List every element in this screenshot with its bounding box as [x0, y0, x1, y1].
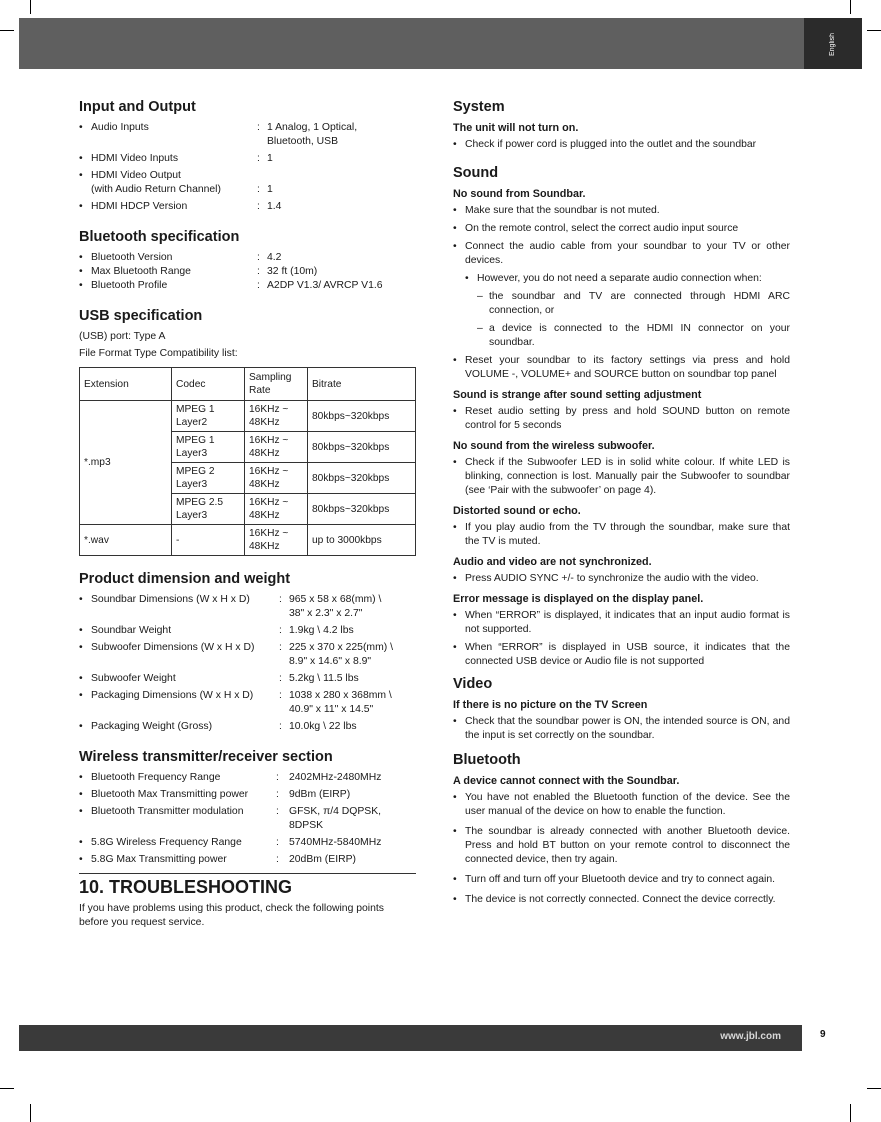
spec-row: • 5.8G Wireless Frequency Range : 5740MHz-5840MHz [79, 837, 382, 848]
list-item: • On the remote control, select the correct audio input source [453, 223, 739, 234]
question-heading: The unit will not turn on. [453, 122, 579, 134]
footer-bar [19, 1025, 802, 1051]
crop-mark [867, 1088, 881, 1089]
question-heading: A device cannot connect with the Soundbar. [453, 775, 680, 787]
table-row [80, 525, 416, 556]
section-title: Wireless transmitter/receiver section [79, 749, 333, 765]
table-cell: *.mp3 [80, 401, 172, 525]
list-item: • You have not enabled the Bluetooth function of the device. See the user manual of the device on how to enable the function. [453, 792, 790, 817]
page-number: 9 [820, 1029, 826, 1040]
question-heading: Audio and video are not synchronized. [453, 556, 652, 568]
spec-row: • Bluetooth Version : 4.2 [79, 252, 282, 263]
list-item: • The device is not correctly connected. Connect the device correctly. [453, 894, 776, 905]
table-cell: 80kbps~320kbps [308, 463, 416, 494]
question-heading: Sound is strange after sound setting adjustment [453, 389, 702, 401]
input-output-section [79, 98, 416, 214]
list-item: • Turn off and turn off your Bluetooth device and try to connect again. [453, 874, 775, 885]
column-header: Extension [80, 368, 172, 401]
list-item: • When “ERROR” is displayed, it indicates that an input audio format is not supported. [453, 610, 790, 635]
table-cell: 16KHz ~ 48KHz [245, 525, 308, 556]
language-label: English [829, 33, 836, 57]
table-cell: 80kbps~320kbps [308, 494, 416, 525]
list-item: • Connect the audio cable from your soundbar to your TV or other devices. [453, 241, 790, 266]
crop-mark [30, 1104, 31, 1122]
left-column [79, 98, 416, 933]
section-title: Bluetooth [453, 752, 521, 768]
spec-row: • HDMI Video Output (with Audio Return Channel) : 1 [79, 170, 273, 195]
table-cell: *.wav [80, 525, 172, 556]
table-cell: up to 3000kbps [308, 525, 416, 556]
column-header: Codec [172, 368, 245, 401]
spec-row: • Bluetooth Transmitter modulation : GFSK, π/4 DQPSK, 8DPSK [79, 806, 382, 831]
table-cell: MPEG 2.5 Layer3 [172, 494, 245, 525]
header-bar [19, 18, 862, 69]
list-item: • Check that the soundbar power is ON, the intended source is ON, and the input is set correctly on the soundbar. [453, 716, 790, 741]
crop-mark [30, 0, 31, 14]
spec-row: • HDMI HDCP Version : 1.4 [79, 201, 282, 212]
product-dimension-section [79, 570, 416, 734]
usb-port-text: (USB) port: Type A [79, 331, 166, 342]
spec-row: • Bluetooth Frequency Range : 2402MHz-2480MHz [79, 772, 382, 783]
right-column [453, 98, 790, 913]
table-cell: 16KHz ~ 48KHz [245, 494, 308, 525]
question-heading: Error message is displayed on the display panel. [453, 593, 704, 605]
section-title: System [453, 99, 505, 115]
crop-mark [0, 1088, 14, 1089]
table-cell: 80kbps~320kbps [308, 432, 416, 463]
bluetooth-spec-section [79, 228, 416, 293]
spec-row: • Soundbar Dimensions (W x H x D) : 965 x 58 x 68(mm) \ 38" x 2.3" x 2.7" [79, 594, 382, 619]
list-item: • However, you do not need a separate audio connection when: [465, 273, 762, 284]
list-item: • If you play audio from the TV through the soundbar, make sure that the TV is muted. [453, 522, 790, 547]
list-item: – a device is connected to the HDMI IN connector on your soundbar. [477, 323, 790, 348]
table-cell: - [172, 525, 245, 556]
question-heading: No sound from Soundbar. [453, 188, 586, 200]
section-title: Input and Output [79, 99, 196, 115]
compat-text: File Format Type Compatibility list: [79, 348, 238, 359]
list-item: • Reset your soundbar to its factory settings via press and hold VOLUME -, VOLUME+ and SOURCE button on soundbar top panel [453, 355, 790, 380]
list-item: • The soundbar is already connected with another Bluetooth device. Press and hold BT button on your remote control to disconnect the connected device, then try again. [453, 826, 790, 865]
question-heading: If there is no picture on the TV Screen [453, 699, 648, 711]
table-cell: MPEG 2 Layer3 [172, 463, 245, 494]
list-item: • Check if the Subwoofer LED is in solid white colour. If white LED is blinking, connection is lost. Manually pair the Subwoofer to soundbar (see ‘Pair with the subwoofer’ on page 4). [453, 457, 790, 496]
section-title: Product dimension and weight [79, 571, 291, 587]
table-row [80, 401, 416, 432]
table-header-row [80, 368, 416, 401]
usb-spec-section [79, 307, 416, 556]
crop-mark [850, 0, 851, 14]
spec-row: • Packaging Dimensions (W x H x D) : 1038 x 280 x 368mm \ 40.9" x 11" x 14.5" [79, 690, 392, 715]
question-heading: Distorted sound or echo. [453, 505, 581, 517]
video-section [453, 675, 790, 743]
column-header: Bitrate [308, 368, 416, 401]
list-item: • Reset audio setting by press and hold SOUND button on remote control for 5 seconds [453, 406, 790, 431]
bluetooth-section [453, 751, 790, 907]
list-item: • Make sure that the soundbar is not muted. [453, 205, 660, 216]
spec-row: • HDMI Video Inputs : 1 [79, 153, 273, 164]
crop-mark [0, 30, 14, 31]
table-cell: 80kbps~320kbps [308, 401, 416, 432]
column-header: Sampling Rate [245, 368, 308, 401]
spec-row: • Packaging Weight (Gross) : 10.0kg \ 22 lbs [79, 721, 357, 732]
spec-row: • 5.8G Max Transmitting power : 20dBm (EIRP) [79, 854, 356, 865]
sound-section [453, 164, 790, 669]
spec-row: • Bluetooth Max Transmitting power : 9dBm (EIRP) [79, 789, 351, 800]
troubleshooting-title: 10. TROUBLESHOOTING [79, 877, 293, 897]
troubleshooting-intro: If you have problems using this product, check the following points before you request service. [79, 903, 384, 928]
list-item: • Check if power cord is plugged into the outlet and the soundbar [453, 139, 757, 150]
list-item: • Press AUDIO SYNC +/- to synchronize the audio with the video. [453, 573, 759, 584]
list-item: • When “ERROR” is displayed in USB source, it indicates that the connected USB device or Audio file is not supported [453, 642, 790, 667]
table-cell: 16KHz ~ 48KHz [245, 432, 308, 463]
spec-row: • Subwoofer Dimensions (W x H x D) : 225 x 370 x 225(mm) \ 8.9" x 14.6" x 8.9" [79, 642, 393, 667]
section-title: Video [453, 676, 493, 692]
table-cell: MPEG 1 Layer2 [172, 401, 245, 432]
spec-row: • Subwoofer Weight : 5.2kg \ 11.5 lbs [79, 673, 359, 684]
website-link[interactable]: www.jbl.com [720, 1031, 781, 1042]
spec-row: • Max Bluetooth Range : 32 ft (10m) [79, 266, 318, 277]
table-cell: 16KHz ~ 48KHz [245, 401, 308, 432]
section-title: Sound [453, 165, 499, 181]
table-cell: MPEG 1 Layer3 [172, 432, 245, 463]
format-table [79, 367, 416, 556]
section-title: Bluetooth specification [79, 229, 240, 245]
question-heading: No sound from the wireless subwoofer. [453, 440, 655, 452]
crop-mark [867, 30, 881, 31]
wireless-section [79, 748, 416, 867]
spec-row: • Audio Inputs : 1 Analog, 1 Optical, Bluetooth, USB [79, 122, 358, 147]
list-item: – the soundbar and TV are connected through HDMI ARC connection, or [477, 291, 790, 316]
section-title: USB specification [79, 308, 203, 324]
crop-mark [850, 1104, 851, 1122]
system-section [453, 98, 790, 152]
table-cell: 16KHz ~ 48KHz [245, 463, 308, 494]
spec-row: • Soundbar Weight : 1.9kg \ 4.2 lbs [79, 625, 354, 636]
divider [79, 873, 416, 874]
spec-row: • Bluetooth Profile : A2DP V1.3/ AVRCP V1.6 [79, 280, 383, 291]
